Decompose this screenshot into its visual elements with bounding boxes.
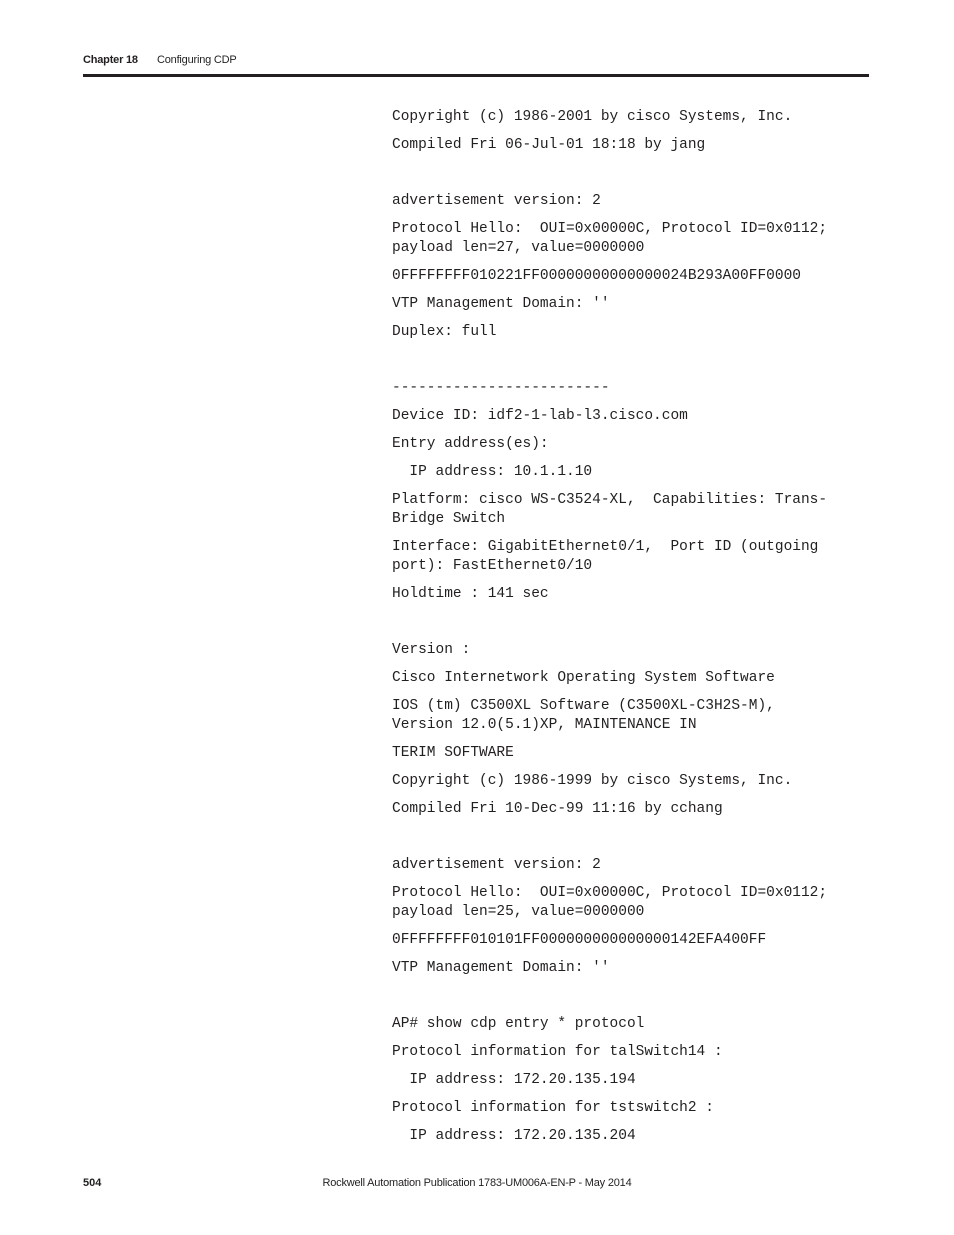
code-line: IP address: 172.20.135.204 bbox=[392, 1128, 636, 1144]
code-line: Copyright (c) 1986-1999 by cisco Systems, Inc. bbox=[392, 773, 793, 789]
page-number: 504 bbox=[83, 1177, 102, 1189]
code-line: 0FFFFFFFF010221FF00000000000000024B293A00FF0000 bbox=[392, 268, 801, 284]
code-line: Device ID: idf2-1-lab-l3.cisco.com bbox=[392, 408, 688, 424]
publication-info: Rockwell Automation Publication 1783-UM006A-EN-P - May 2014 bbox=[322, 1177, 632, 1189]
code-line: AP# show cdp entry * protocol bbox=[392, 1016, 645, 1032]
cli-output-block bbox=[392, 108, 868, 1155]
chapter-title: Configuring CDP bbox=[157, 54, 237, 66]
code-line: ------------------------- bbox=[392, 380, 610, 396]
code-line: Cisco Internetwork Operating System Software bbox=[392, 670, 775, 686]
code-line: VTP Management Domain: '' bbox=[392, 296, 610, 312]
code-line: VTP Management Domain: '' bbox=[392, 960, 610, 976]
code-line: Protocol Hello: OUI=0x00000C, Protocol ID=0x0112; payload len=25, value=0000000 bbox=[392, 885, 828, 920]
code-line: Protocol information for tstswitch2 : bbox=[392, 1100, 714, 1116]
chapter-label: Chapter 18 bbox=[83, 54, 138, 66]
code-line: Copyright (c) 1986-2001 by cisco Systems, Inc. bbox=[392, 109, 793, 125]
code-line: Entry address(es): bbox=[392, 436, 549, 452]
code-line: Interface: GigabitEthernet0/1, Port ID (outgoing port): FastEthernet0/10 bbox=[392, 539, 819, 574]
blank-line bbox=[392, 828, 868, 847]
code-line: Duplex: full bbox=[392, 324, 497, 340]
code-line: 0FFFFFFFF010101FF000000000000000142EFA400FF bbox=[392, 932, 767, 948]
code-line: Protocol information for talSwitch14 : bbox=[392, 1044, 723, 1060]
blank-line bbox=[392, 987, 868, 1006]
code-line: advertisement version: 2 bbox=[392, 193, 601, 209]
header-rule bbox=[83, 74, 869, 77]
code-line: advertisement version: 2 bbox=[392, 857, 601, 873]
code-line: Holdtime : 141 sec bbox=[392, 586, 549, 602]
code-line: IP address: 10.1.1.10 bbox=[392, 464, 593, 480]
blank-line bbox=[392, 613, 868, 632]
blank-line bbox=[392, 351, 868, 370]
code-line: IOS (tm) C3500XL Software (C3500XL-C3H2S-M), Version 12.0(5.1)XP, MAINTENANCE IN bbox=[392, 698, 775, 733]
code-line: Platform: cisco WS-C3524-XL, Capabilities: Trans- Bridge Switch bbox=[392, 492, 828, 527]
page-header bbox=[83, 52, 869, 76]
code-line: Compiled Fri 10-Dec-99 11:16 by cchang bbox=[392, 801, 723, 817]
blank-line bbox=[392, 164, 868, 183]
code-line: Version : bbox=[392, 642, 471, 658]
code-line: Compiled Fri 06-Jul-01 18:18 by jang bbox=[392, 137, 706, 153]
code-line: IP address: 172.20.135.194 bbox=[392, 1072, 636, 1088]
code-line: Protocol Hello: OUI=0x00000C, Protocol ID=0x0112; payload len=27, value=0000000 bbox=[392, 221, 828, 256]
code-line: TERIM SOFTWARE bbox=[392, 745, 514, 761]
